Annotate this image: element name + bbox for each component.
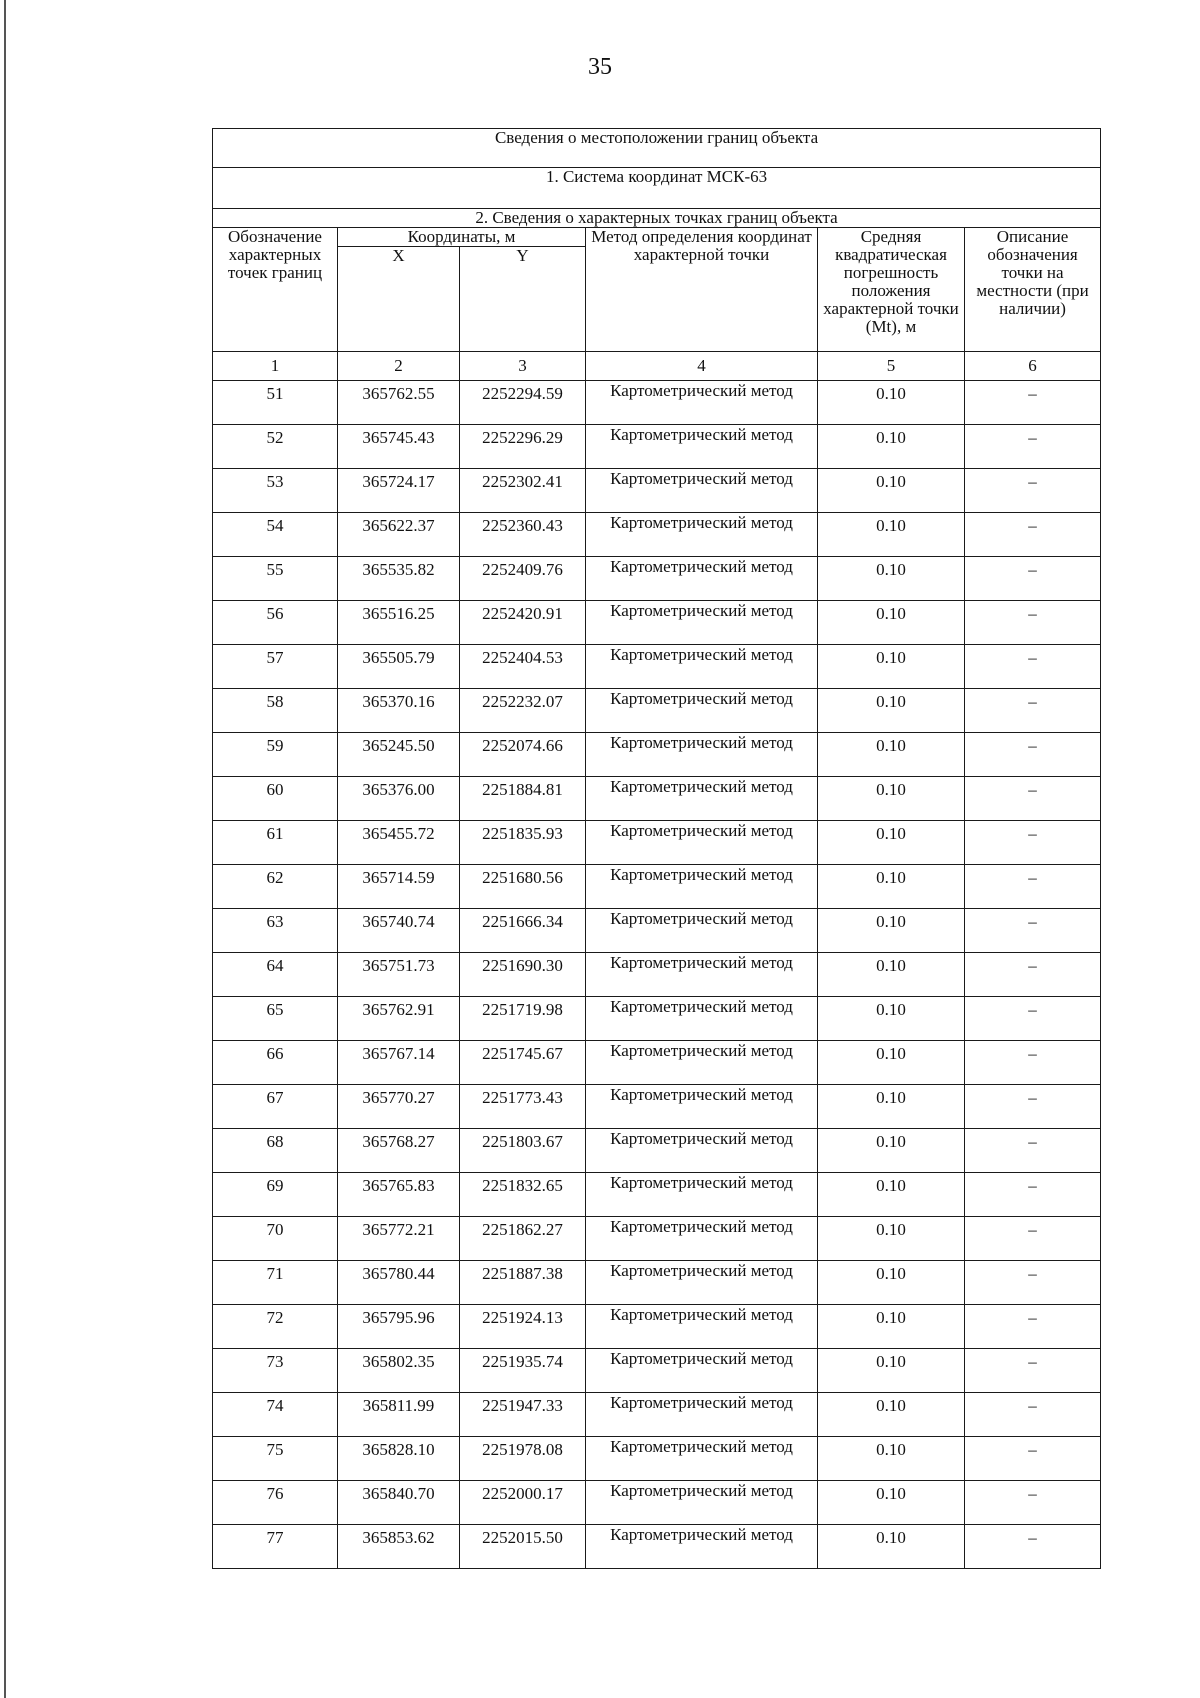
mean-error-cell: 0.10 [818,1525,965,1569]
point-number-cell: 68 [213,1129,338,1173]
point-number-cell: 67 [213,1085,338,1129]
table-row [213,865,1101,909]
coordinate-y-cell: 2252294.59 [460,381,586,425]
table-row [213,909,1101,953]
table-row [213,953,1101,997]
point-number-cell: 56 [213,601,338,645]
method-cell: Картометрический метод [586,777,818,821]
method-cell: Картометрический метод [586,1261,818,1305]
table-row [213,513,1101,557]
mean-error-cell: 0.10 [818,381,965,425]
method-cell: Картометрический метод [586,1393,818,1437]
table-row [213,1261,1101,1305]
point-number-cell: 70 [213,1217,338,1261]
description-cell: – [965,689,1101,733]
coordinate-y-cell: 2251862.27 [460,1217,586,1261]
description-cell: – [965,1261,1101,1305]
method-cell: Картометрический метод [586,953,818,997]
coordinate-y-cell: 2251773.43 [460,1085,586,1129]
mean-error-cell: 0.10 [818,425,965,469]
table-row [213,1129,1101,1173]
point-number-cell: 77 [213,1525,338,1569]
coordinate-y-cell: 2252404.53 [460,645,586,689]
coordinate-x-cell: 365853.62 [338,1525,460,1569]
point-number-cell: 69 [213,1173,338,1217]
mean-error-cell: 0.10 [818,821,965,865]
table-row [213,425,1101,469]
mean-error-cell: 0.10 [818,1217,965,1261]
header-x: X [338,247,460,352]
coordinate-y-cell: 2252409.76 [460,557,586,601]
table-row [213,645,1101,689]
table-row [213,1525,1101,1569]
coordinate-x-cell: 365765.83 [338,1173,460,1217]
mean-error-cell: 0.10 [818,1349,965,1393]
table-row [213,381,1101,425]
method-cell: Картометрический метод [586,645,818,689]
method-cell: Картометрический метод [586,821,818,865]
coordinate-system: 1. Система координат МСК-63 [213,168,1101,209]
mean-error-cell: 0.10 [818,689,965,733]
method-cell: Картометрический метод [586,425,818,469]
coordinate-y-cell: 2252232.07 [460,689,586,733]
coordinate-x-cell: 365745.43 [338,425,460,469]
method-cell: Картометрический метод [586,381,818,425]
section-title: 2. Сведения о характерных точках границ объекта [213,209,1101,228]
description-cell: – [965,1481,1101,1525]
coordinate-y-cell: 2251884.81 [460,777,586,821]
scan-edge-line [4,0,6,1698]
table-row [213,601,1101,645]
coordinate-y-cell: 2251719.98 [460,997,586,1041]
description-cell: – [965,1393,1101,1437]
coordinate-y-cell: 2251947.33 [460,1393,586,1437]
column-number: 4 [586,352,818,381]
table-row [213,821,1101,865]
description-cell: – [965,425,1101,469]
coordinate-x-cell: 365840.70 [338,1481,460,1525]
coordinate-x-cell: 365535.82 [338,557,460,601]
header-description: Описание обозначения точки на местности (при наличии) [965,228,1101,352]
coordinate-x-cell: 365795.96 [338,1305,460,1349]
mean-error-cell: 0.10 [818,645,965,689]
coordinate-x-cell: 365780.44 [338,1261,460,1305]
point-number-cell: 65 [213,997,338,1041]
mean-error-cell: 0.10 [818,909,965,953]
description-cell: – [965,645,1101,689]
mean-error-cell: 0.10 [818,733,965,777]
method-cell: Картометрический метод [586,1085,818,1129]
column-number: 1 [213,352,338,381]
mean-error-cell: 0.10 [818,601,965,645]
mean-error-cell: 0.10 [818,557,965,601]
mean-error-cell: 0.10 [818,777,965,821]
table-title-row [213,129,1101,168]
coordinate-x-cell: 365516.25 [338,601,460,645]
coordinate-y-cell: 2251924.13 [460,1305,586,1349]
description-cell: – [965,953,1101,997]
method-cell: Картометрический метод [586,1305,818,1349]
description-cell: – [965,381,1101,425]
section-title-row [213,209,1101,228]
method-cell: Картометрический метод [586,1437,818,1481]
method-cell: Картометрический метод [586,1041,818,1085]
description-cell: – [965,513,1101,557]
point-number-cell: 64 [213,953,338,997]
coordinate-y-cell: 2251887.38 [460,1261,586,1305]
method-cell: Картометрический метод [586,1217,818,1261]
description-cell: – [965,469,1101,513]
coordinate-x-cell: 365740.74 [338,909,460,953]
point-number-cell: 54 [213,513,338,557]
description-cell: – [965,601,1101,645]
description-cell: – [965,821,1101,865]
description-cell: – [965,1173,1101,1217]
description-cell: – [965,1305,1101,1349]
table-row [213,1085,1101,1129]
point-number-cell: 58 [213,689,338,733]
point-number-cell: 75 [213,1437,338,1481]
header-coordinates: Координаты, м [338,228,586,247]
table-row [213,1393,1101,1437]
coordinate-y-cell: 2252000.17 [460,1481,586,1525]
coordinate-y-cell: 2251832.65 [460,1173,586,1217]
coordinate-x-cell: 365714.59 [338,865,460,909]
point-number-cell: 73 [213,1349,338,1393]
coordinate-x-cell: 365724.17 [338,469,460,513]
description-cell: – [965,1525,1101,1569]
coordinate-y-cell: 2251803.67 [460,1129,586,1173]
coordinate-x-cell: 365768.27 [338,1129,460,1173]
mean-error-cell: 0.10 [818,513,965,557]
coordinate-x-cell: 365376.00 [338,777,460,821]
mean-error-cell: 0.10 [818,1041,965,1085]
coordinate-y-cell: 2252296.29 [460,425,586,469]
description-cell: – [965,777,1101,821]
coordinate-x-cell: 365751.73 [338,953,460,997]
method-cell: Картометрический метод [586,1349,818,1393]
method-cell: Картометрический метод [586,469,818,513]
header-point-designation: Обозначение характерных точек границ [213,228,338,352]
point-number-cell: 72 [213,1305,338,1349]
table-row [213,689,1101,733]
mean-error-cell: 0.10 [818,1129,965,1173]
coordinate-x-cell: 365772.21 [338,1217,460,1261]
table-row [213,1437,1101,1481]
point-number-cell: 52 [213,425,338,469]
mean-error-cell: 0.10 [818,1085,965,1129]
table-row [213,557,1101,601]
mean-error-cell: 0.10 [818,1305,965,1349]
table-title: Сведения о местоположении границ объекта [213,129,1101,168]
coordinate-x-cell: 365802.35 [338,1349,460,1393]
coordinate-y-cell: 2251690.30 [460,953,586,997]
mean-error-cell: 0.10 [818,953,965,997]
coordinate-y-cell: 2252015.50 [460,1525,586,1569]
method-cell: Картометрический метод [586,1525,818,1569]
page-number: 35 [588,54,612,80]
mean-error-cell: 0.10 [818,1437,965,1481]
coordinate-y-cell: 2251835.93 [460,821,586,865]
method-cell: Картометрический метод [586,1173,818,1217]
column-number: 2 [338,352,460,381]
description-cell: – [965,1085,1101,1129]
point-number-cell: 71 [213,1261,338,1305]
point-number-cell: 61 [213,821,338,865]
column-number: 5 [818,352,965,381]
method-cell: Картометрический метод [586,997,818,1041]
table-row [213,777,1101,821]
coordinate-x-cell: 365505.79 [338,645,460,689]
coordinate-x-cell: 365762.91 [338,997,460,1041]
method-cell: Картометрический метод [586,1481,818,1525]
point-number-cell: 74 [213,1393,338,1437]
coordinate-y-cell: 2251978.08 [460,1437,586,1481]
description-cell: – [965,909,1101,953]
description-cell: – [965,1217,1101,1261]
coordinate-y-cell: 2252420.91 [460,601,586,645]
description-cell: – [965,865,1101,909]
point-number-cell: 66 [213,1041,338,1085]
method-cell: Картометрический метод [586,689,818,733]
table-row [213,733,1101,777]
coordinate-x-cell: 365622.37 [338,513,460,557]
description-cell: – [965,1041,1101,1085]
method-cell: Картометрический метод [586,557,818,601]
coordinate-x-cell: 365245.50 [338,733,460,777]
description-cell: – [965,1437,1101,1481]
coordinate-x-cell: 365770.27 [338,1085,460,1129]
coordinate-system-row [213,168,1101,209]
table-row [213,1305,1101,1349]
column-number: 3 [460,352,586,381]
header-row-top [213,228,1101,247]
method-cell: Картометрический метод [586,601,818,645]
coordinate-y-cell: 2252074.66 [460,733,586,777]
point-number-cell: 55 [213,557,338,601]
header-y: Y [460,247,586,352]
point-number-cell: 60 [213,777,338,821]
method-cell: Картометрический метод [586,1129,818,1173]
header-mean-error: Средняя квадратическая погрешность положения характерной точки (Мt), м [818,228,965,352]
table-row [213,1041,1101,1085]
point-number-cell: 51 [213,381,338,425]
mean-error-cell: 0.10 [818,1393,965,1437]
point-number-cell: 63 [213,909,338,953]
coordinate-x-cell: 365767.14 [338,1041,460,1085]
coordinate-x-cell: 365811.99 [338,1393,460,1437]
point-number-cell: 59 [213,733,338,777]
description-cell: – [965,557,1101,601]
coordinate-y-cell: 2252360.43 [460,513,586,557]
table-body [213,129,1101,1569]
coordinate-y-cell: 2251745.67 [460,1041,586,1085]
coordinate-x-cell: 365370.16 [338,689,460,733]
table-row [213,997,1101,1041]
point-number-cell: 57 [213,645,338,689]
description-cell: – [965,1129,1101,1173]
table-row [213,1481,1101,1525]
coordinate-y-cell: 2251680.56 [460,865,586,909]
description-cell: – [965,1349,1101,1393]
mean-error-cell: 0.10 [818,469,965,513]
coordinate-y-cell: 2252302.41 [460,469,586,513]
mean-error-cell: 0.10 [818,1173,965,1217]
mean-error-cell: 0.10 [818,997,965,1041]
mean-error-cell: 0.10 [818,1481,965,1525]
table-row [213,469,1101,513]
description-cell: – [965,997,1101,1041]
column-number: 6 [965,352,1101,381]
method-cell: Картометрический метод [586,513,818,557]
mean-error-cell: 0.10 [818,1261,965,1305]
column-numbers-row [213,352,1101,381]
point-number-cell: 53 [213,469,338,513]
method-cell: Картометрический метод [586,733,818,777]
coordinate-x-cell: 365828.10 [338,1437,460,1481]
boundary-points-table [212,128,1101,1569]
point-number-cell: 62 [213,865,338,909]
table-row [213,1173,1101,1217]
coordinate-x-cell: 365762.55 [338,381,460,425]
description-cell: – [965,733,1101,777]
mean-error-cell: 0.10 [818,865,965,909]
coordinate-y-cell: 2251935.74 [460,1349,586,1393]
method-cell: Картометрический метод [586,865,818,909]
coordinate-x-cell: 365455.72 [338,821,460,865]
header-method: Метод определения координат характерной точки [586,228,818,352]
coordinate-y-cell: 2251666.34 [460,909,586,953]
table-row [213,1349,1101,1393]
point-number-cell: 76 [213,1481,338,1525]
table-row [213,1217,1101,1261]
method-cell: Картометрический метод [586,909,818,953]
